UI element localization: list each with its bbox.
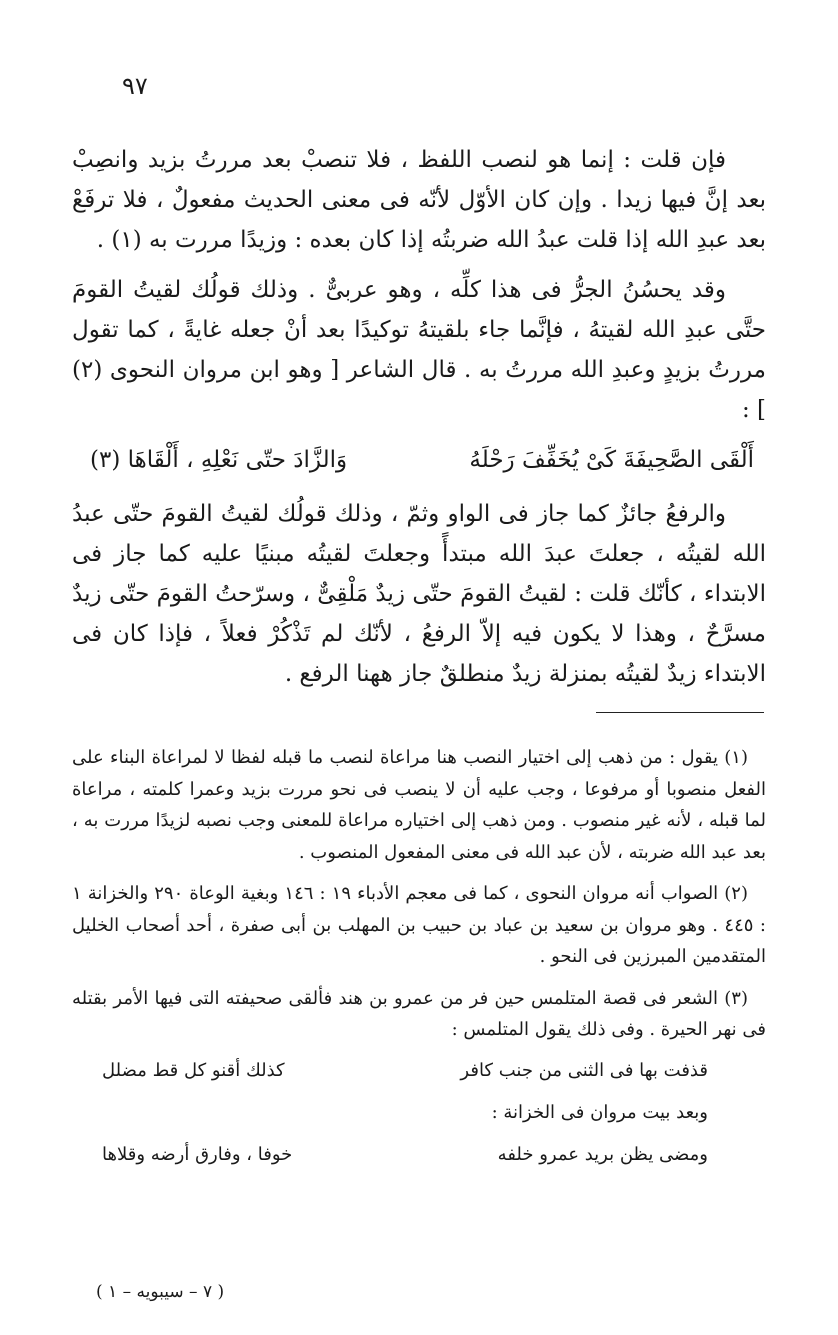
footnotes — [72, 742, 766, 1182]
verse-line — [72, 440, 766, 480]
poem-verse-1-first: قذفت بها فى الثنى من جنب كافر — [460, 1059, 708, 1081]
paragraph-3: والرفعُ جائزٌ كما جاز فى الواو وثمّ ، وذلك قولُك لقيتُ القومَ حتّى عبدُ الله لقيتُه ، جعلتَ عبدَ الله مبتدأً وجعلتَ لقيتُه مبنيًا عليه كما جاز فى الابتداء ، كأنّك قلت : لقيتُ القومَ حتّى زيدٌ مَلْقِىٌّ ، وسرّحتُ القومَ حتّى زيدٌ مسرَّحٌ ، وهذا لا يكون فيه إلاّ الرفعُ ، لأنّك لم تَذْكُرْ فعلاً ، فإذا كان فى الابتداء زيدٌ لقيتُه بمنزلة زيدٌ منطلقٌ جاز ههنا الرفع . — [72, 501, 766, 687]
poem-intro: وبعد بيت مروان فى الخزانة : — [491, 1101, 708, 1123]
printer-signature: ( ٧ – سيبويه – ١ ) — [96, 1282, 225, 1302]
footnote-3: (٣) الشعر فى قصة المتلمس حين فر من عمرو بن هند فألقى صحيفته التى فيها الأمر بقتله فى نهر الحيرة . وفى ذلك يقول المتلمس : — [72, 987, 766, 1040]
poem-verse-2-second: خوفا ، وفارق أرضه وقلاها — [102, 1143, 293, 1165]
footnote-poem — [72, 1056, 766, 1170]
poem-verse-2-first: ومضى يظن بريد عمرو خلفه — [497, 1143, 708, 1165]
footnote-separator — [596, 712, 764, 713]
poem-verse-1-second: كذلك أقنو كل قط مضلل — [102, 1059, 285, 1081]
main-text — [72, 140, 766, 704]
paragraph-1: فإن قلت : إنما هو لنصب اللفظ ، فلا تنصبْ بعد مررتُ بزيد وانصِبْ بعد إنَّ فيها زيدا . وإن كان الأوّل لأنّه فى معنى الحديث مفعولٌ ، فلا ترفَعْ بعد عبدِ الله إذا قلت عبدُ الله ضربتُه إذا كان بعده : وزيدًا مررت به (١) . — [72, 147, 766, 253]
verse-first-hemistich: أَلْقَى الصَّحِيفَةَ كَىْ يُخَفِّفَ رَحْلَهُ — [469, 447, 754, 473]
footnote-1: (١) يقول : من ذهب إلى اختيار النصب هنا مراعاة لنصب ما قبله لفظا لا لمراعاة البناء على الفعل منصوبا أو مرفوعا ، وجب عليه أن لا ينصب فى نحو مررت بزيد وعمرا كلمته ، مراعاة لما قبله ، لأنه غير منصوب . ومن ذهب إلى اختياره مراعاة للمعنى وجب نصبه لزيدًا مررت به ، بعد عبد الله ضربته ، لأن عبد الله فى معنى المفعول المنصوب . — [72, 747, 766, 863]
paragraph-2: وقد يحسُنُ الجرُّ فى هذا كلِّه ، وهو عربىٌّ . وذلك قولُك لقيتُ القومَ حتَّى عبدِ الله لقيتهُ ، فإنَّما جاء بلقيتهُ توكيدًا بعد أنْ جعله غايةً ، كما تقول مررتُ بزيدٍ وعبدِ الله مررتُ به . قال الشاعر [ وهو ابن مروان النحوى (٢) ] : — [72, 277, 766, 423]
footnote-2: (٢) الصواب أنه مروان النحوى ، كما فى معجم الأدباء ١٩ : ١٤٦ وبغية الوعاة ٢٩٠ والخزانة ١ : ٤٤٥ . وهو مروان بن سعيد بن عباد بن حبيب بن المهلب بن أبى صفرة ، أحد أصحاب الخليل المتقدمين المبرزين فى النحو . — [72, 883, 766, 967]
poem-verse-2 — [72, 1140, 766, 1170]
page-number: ٩٧ — [122, 72, 148, 100]
poem-verse-1 — [72, 1056, 766, 1086]
verse-second-hemistich: وَالزَّادَ حتّى نَعْلِهِ ، أَلْقَاهَا (٣) — [90, 447, 348, 473]
